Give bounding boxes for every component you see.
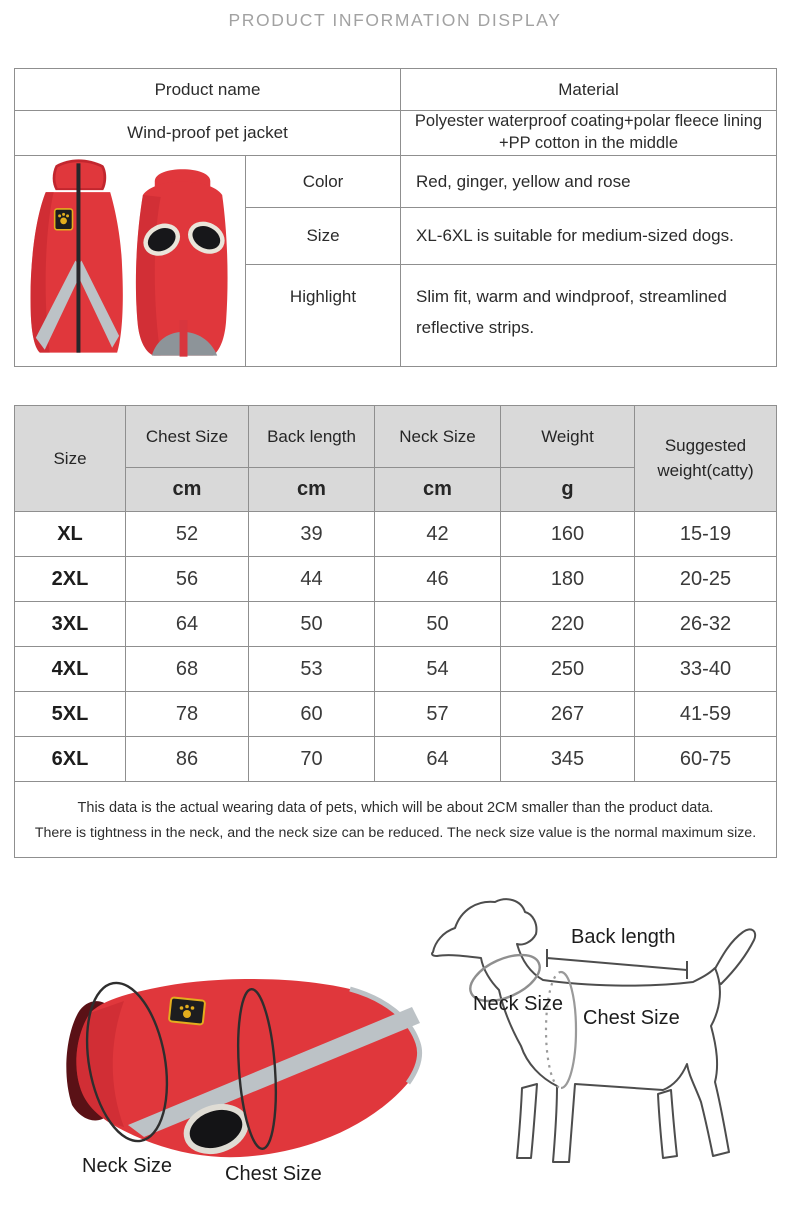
cell-back: 50 — [249, 602, 375, 647]
dog-back-length-label: Back length — [571, 926, 676, 948]
product-name-value: Wind-proof pet jacket — [15, 111, 401, 156]
size-chart-table — [14, 405, 777, 858]
highlight-label: Highlight — [246, 265, 401, 367]
size-row-xl — [15, 512, 777, 557]
cell-neck: 64 — [375, 737, 501, 782]
unit-neck: cm — [375, 468, 501, 512]
cell-chest: 68 — [126, 647, 249, 692]
cell-suggested: 15-19 — [635, 512, 777, 557]
product-info-table — [14, 68, 777, 367]
jacket-neck-size-label: Neck Size — [82, 1155, 173, 1177]
col-header-chest: Chest Size — [126, 406, 249, 468]
paw-logo — [169, 997, 205, 1024]
cell-neck: 46 — [375, 557, 501, 602]
size-row-4xl — [15, 647, 777, 692]
cell-suggested: 60-75 — [635, 737, 777, 782]
col-header-neck: Neck Size — [375, 406, 501, 468]
cell-suggested: 20-25 — [635, 557, 777, 602]
cell-chest: 78 — [126, 692, 249, 737]
color-label: Color — [246, 156, 401, 208]
cell-back: 70 — [249, 737, 375, 782]
size-row-5xl — [15, 692, 777, 737]
jacket-back-view — [136, 169, 228, 356]
cell-weight: 220 — [501, 602, 635, 647]
cell-weight: 267 — [501, 692, 635, 737]
cell-back: 44 — [249, 557, 375, 602]
col-header-suggested: Suggested weight(catty) — [635, 406, 777, 512]
cell-neck: 57 — [375, 692, 501, 737]
cell-weight: 345 — [501, 737, 635, 782]
color-value: Red, ginger, yellow and rose — [401, 156, 777, 208]
paw-logo — [55, 208, 73, 229]
cell-back: 39 — [249, 512, 375, 557]
cell-weight: 160 — [501, 512, 635, 557]
cell-weight: 250 — [501, 647, 635, 692]
cell-chest: 56 — [126, 557, 249, 602]
note-line-2: There is tightness in the neck, and the neck size can be reduced. The neck size value is the normal maximum size. — [34, 824, 757, 841]
cell-size: XL — [15, 512, 126, 557]
size-value: XL-6XL is suitable for medium-sized dogs. — [401, 208, 777, 265]
cell-neck: 42 — [375, 512, 501, 557]
cell-size: 4XL — [15, 647, 126, 692]
unit-chest: cm — [126, 468, 249, 512]
size-row-3xl — [15, 602, 777, 647]
unit-back: cm — [249, 468, 375, 512]
note-line-1: This data is the actual wearing data of pets, which will be about 2CM smaller than the product data. — [77, 800, 714, 817]
dog-chest-size-label: Chest Size — [583, 1007, 680, 1029]
cell-neck: 50 — [375, 602, 501, 647]
jacket-chest-size-label: Chest Size — [225, 1163, 322, 1185]
cell-size: 6XL — [15, 737, 126, 782]
cell-size: 5XL — [15, 692, 126, 737]
zipper — [76, 163, 80, 352]
cell-chest: 52 — [126, 512, 249, 557]
material-header: Material — [401, 69, 777, 111]
dog-neck-size-label: Neck Size — [473, 993, 564, 1015]
col-header-back: Back length — [249, 406, 375, 468]
cell-chest: 64 — [126, 602, 249, 647]
back-length-line — [547, 949, 687, 979]
cell-neck: 54 — [375, 647, 501, 692]
pet-jacket-front-back-image — [16, 157, 244, 361]
cell-suggested: 33-40 — [635, 647, 777, 692]
size-label: Size — [246, 208, 401, 265]
cell-size: 2XL — [15, 557, 126, 602]
page-title: PRODUCT INFORMATION DISPLAY — [228, 10, 562, 30]
unit-weight: g — [501, 468, 635, 512]
size-chart-note — [15, 782, 777, 858]
size-row-6xl — [15, 737, 777, 782]
cell-suggested: 41-59 — [635, 692, 777, 737]
dog-measurement-diagram — [425, 890, 785, 1190]
size-row-2xl — [15, 557, 777, 602]
highlight-value: Slim fit, warm and windproof, streamlined reflective strips. — [401, 265, 777, 367]
col-header-size: Size — [15, 406, 126, 512]
jacket-front-view — [30, 159, 122, 352]
jacket-measurement-figure — [20, 935, 430, 1200]
cell-size: 3XL — [15, 602, 126, 647]
cell-weight: 180 — [501, 557, 635, 602]
cell-suggested: 26-32 — [635, 602, 777, 647]
product-name-header: Product name — [15, 69, 401, 111]
col-header-weight: Weight — [501, 406, 635, 468]
material-value: Polyester waterproof coating+polar fleece lining +PP cotton in the middle — [401, 111, 777, 156]
cell-chest: 86 — [126, 737, 249, 782]
cell-back: 53 — [249, 647, 375, 692]
cell-back: 60 — [249, 692, 375, 737]
product-photo-cell — [15, 156, 246, 367]
hem-strap — [180, 319, 188, 356]
